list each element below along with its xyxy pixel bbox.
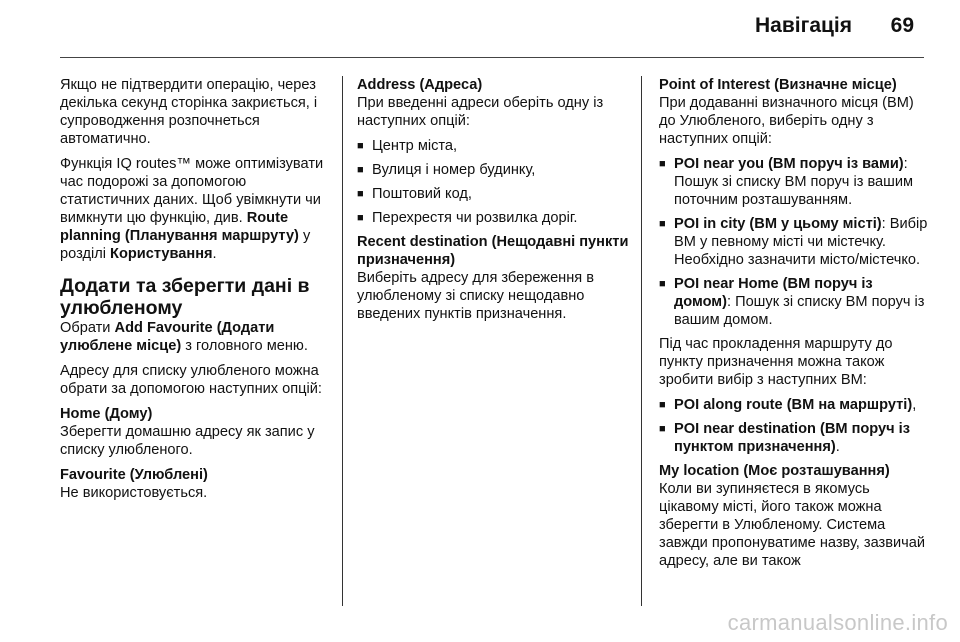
- usage-ref: Користування: [110, 246, 213, 262]
- desc-home: Зберегти домашню адресу як запис у списку улюбленого.: [60, 424, 315, 458]
- term-address: Address (Адреса): [357, 77, 483, 93]
- desc-favourite: Не використовується.: [60, 485, 208, 501]
- list-item: ■ Вулиця і номер будинку,: [357, 161, 629, 179]
- section-heading-favourites: Додати та зберегти дані в улюбленому: [60, 275, 310, 319]
- route-poi-list: [659, 396, 931, 456]
- desc-route-poi: Під час прокладення маршруту до пункту призначення можна також зробити вибір з наступних ВМ:: [659, 336, 893, 388]
- paragraph-iq-routes: [60, 155, 332, 263]
- paragraph-options: Адресу для списку улюбленого можна обрати за допомогою наступних опцій:: [60, 363, 322, 397]
- desc-address: При введенні адреси оберіть одну із наступних опцій:: [357, 95, 604, 129]
- add-favourite-ref: Add Favourite (Додати улюблене місце): [60, 320, 275, 354]
- poi-near-home-desc: : Пошук зі списку ВМ поруч із вашим домом.: [674, 294, 925, 328]
- desc-my-location: Коли ви зупиняєтеся в якомусь цікавому місті, його також можна зберегти в Улюбленому. Система завжди пропонуватиме назву, зазвичай адресу, але ви також: [659, 481, 926, 569]
- list-item: ■ Поштовий код,: [357, 185, 629, 203]
- term-recent-destination: Recent destination (Нещодавні пункти призначення): [357, 234, 629, 268]
- list-item: [659, 396, 931, 414]
- poi-in-city-desc: : Вибір ВМ у певному місті чи містечку. Необхідно зазначити місто/містечко.: [674, 216, 928, 268]
- iq-routes-text: Функція IQ routes™ може оптимізувати час подорожі за допомогою статистичних даних. Щоб увімкнути чи вимкнути цю функцію, див.: [60, 156, 324, 226]
- term-poi: Point of Interest (Визначне місце): [659, 77, 897, 93]
- poi-along-route-punct: ,: [912, 397, 917, 413]
- paragraph-confirm: Якщо не підтвердити операцію, через декілька секунд сторінка закриється, і супроводження розпочнеться автоматично.: [60, 77, 318, 147]
- iq-routes-mid: у розділі: [60, 228, 311, 262]
- route-planning-ref: Route planning (Планування маршруту): [60, 210, 299, 244]
- poi-near-destination-punct: .: [835, 439, 840, 455]
- poi-near-you-desc: : Пошук зі списку ВМ поруч із вашим поточним розташуванням.: [674, 156, 914, 208]
- list-item: [659, 215, 931, 269]
- term-favourite: Favourite (Улюблені): [60, 467, 208, 483]
- desc-recent-destination: Виберіть адресу для збереження в улюбленому зі списку нещодавно введених пунктів призначення.: [357, 270, 595, 322]
- column-2: [357, 76, 629, 330]
- list-item: [659, 155, 931, 209]
- list-item: ■ Перехрестя чи розвилка доріг.: [357, 209, 629, 227]
- list-item: [659, 275, 931, 329]
- term-home: Home (Дому): [60, 406, 153, 422]
- page-title: Навігація: [754, 14, 852, 37]
- term-my-location: My location (Моє розташування): [659, 463, 890, 479]
- watermark: carmanualsonline.info: [727, 610, 948, 635]
- page-header: [0, 0, 960, 60]
- list-item: [659, 420, 931, 456]
- poi-near-you-label: POI near you (ВМ поруч із вами): [674, 156, 904, 172]
- poi-near-destination-label: POI near destination (ВМ поруч із пунктом призначення): [674, 421, 910, 455]
- add-favourite-post: з головного меню.: [185, 338, 308, 354]
- column-1: [60, 76, 332, 509]
- iq-routes-end: .: [212, 246, 217, 262]
- add-favourite-pre: Обрати: [60, 320, 111, 336]
- poi-options-list: [659, 155, 931, 329]
- header-rule: [60, 57, 924, 58]
- poi-near-home-label: POI near Home (ВМ поруч із домом): [674, 276, 873, 310]
- column-divider-2: [641, 76, 642, 606]
- paragraph-add-favourite: [60, 319, 332, 355]
- page-number: 69: [890, 14, 914, 37]
- poi-in-city-label: POI in city (ВМ у цьому місті): [674, 216, 882, 232]
- column-3: [659, 76, 931, 577]
- desc-poi: При додаванні визначного місця (ВМ) до Улюбленого, виберіть одну з наступних опцій:: [659, 95, 914, 147]
- column-divider-1: [342, 76, 343, 606]
- list-item: ■ Центр міста,: [357, 137, 629, 155]
- address-options-list: [357, 137, 629, 227]
- poi-along-route-label: POI along route (ВМ на маршруті): [674, 397, 913, 413]
